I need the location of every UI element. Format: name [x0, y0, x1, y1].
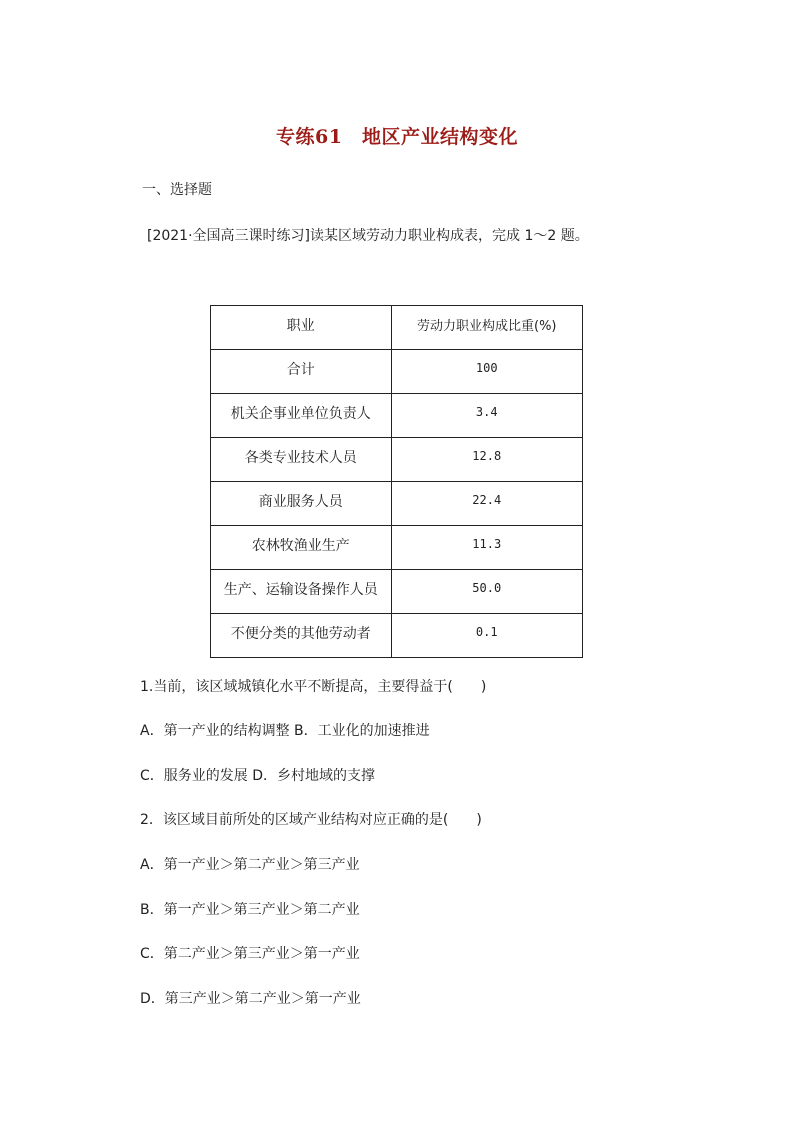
table-cell-value: 12.8 — [391, 438, 582, 482]
table-row — [211, 570, 583, 614]
table-cell-job: 不便分类的其他劳动者 — [211, 614, 392, 658]
question-2-stem: 2．该区域目前所处的区域产业结构对应正确的是( ) — [140, 812, 482, 828]
table-row — [211, 614, 583, 658]
table-cell-value: 11.3 — [391, 526, 582, 570]
page-title: 专练61 地区产业结构变化 — [276, 126, 518, 148]
table-row — [211, 526, 583, 570]
table-cell-job: 商业服务人员 — [211, 482, 392, 526]
table-cell-job: 生产、运输设备操作人员 — [211, 570, 392, 614]
table-cell-value: 50.0 — [391, 570, 582, 614]
table-cell-value: 0.1 — [391, 614, 582, 658]
question-2-option-d: D．第三产业＞第二产业＞第一产业 — [140, 991, 361, 1007]
table-row — [211, 438, 583, 482]
section-heading: 一、选择题 — [142, 182, 212, 198]
table-cell-value: 22.4 — [391, 482, 582, 526]
table-cell-job: 各类专业技术人员 — [211, 438, 392, 482]
table-cell-job: 合计 — [211, 350, 392, 394]
question-2-option-b: B．第一产业＞第三产业＞第二产业 — [140, 902, 360, 918]
question-2-option-c: C．第二产业＞第三产业＞第一产业 — [140, 946, 360, 962]
question-1-options-ab: A．第一产业的结构调整 B．工业化的加速推进 — [140, 723, 430, 739]
table-cell-job: 农林牧渔业生产 — [211, 526, 392, 570]
table-header-cell: 职业 — [211, 306, 392, 350]
table-row — [211, 394, 583, 438]
table-header-row — [211, 306, 583, 350]
question-1-stem: 1.当前，该区域城镇化水平不断提高，主要得益于( ) — [140, 679, 487, 695]
table-row — [211, 482, 583, 526]
question-2-option-a: A．第一产业＞第二产业＞第三产业 — [140, 857, 360, 873]
table-cell-value: 100 — [391, 350, 582, 394]
intro-text: [2021·全国高三课时练习]读某区域劳动力职业构成表，完成 1～2 题。 — [147, 228, 589, 244]
question-1-options-cd: C．服务业的发展 D．乡村地域的支撑 — [140, 768, 376, 784]
table-cell-value: 3.4 — [391, 394, 582, 438]
table-row — [211, 350, 583, 394]
table-cell-job: 机关企事业单位负责人 — [211, 394, 392, 438]
occupation-table — [210, 305, 583, 658]
table-header-cell: 劳动力职业构成比重(%) — [391, 306, 582, 350]
